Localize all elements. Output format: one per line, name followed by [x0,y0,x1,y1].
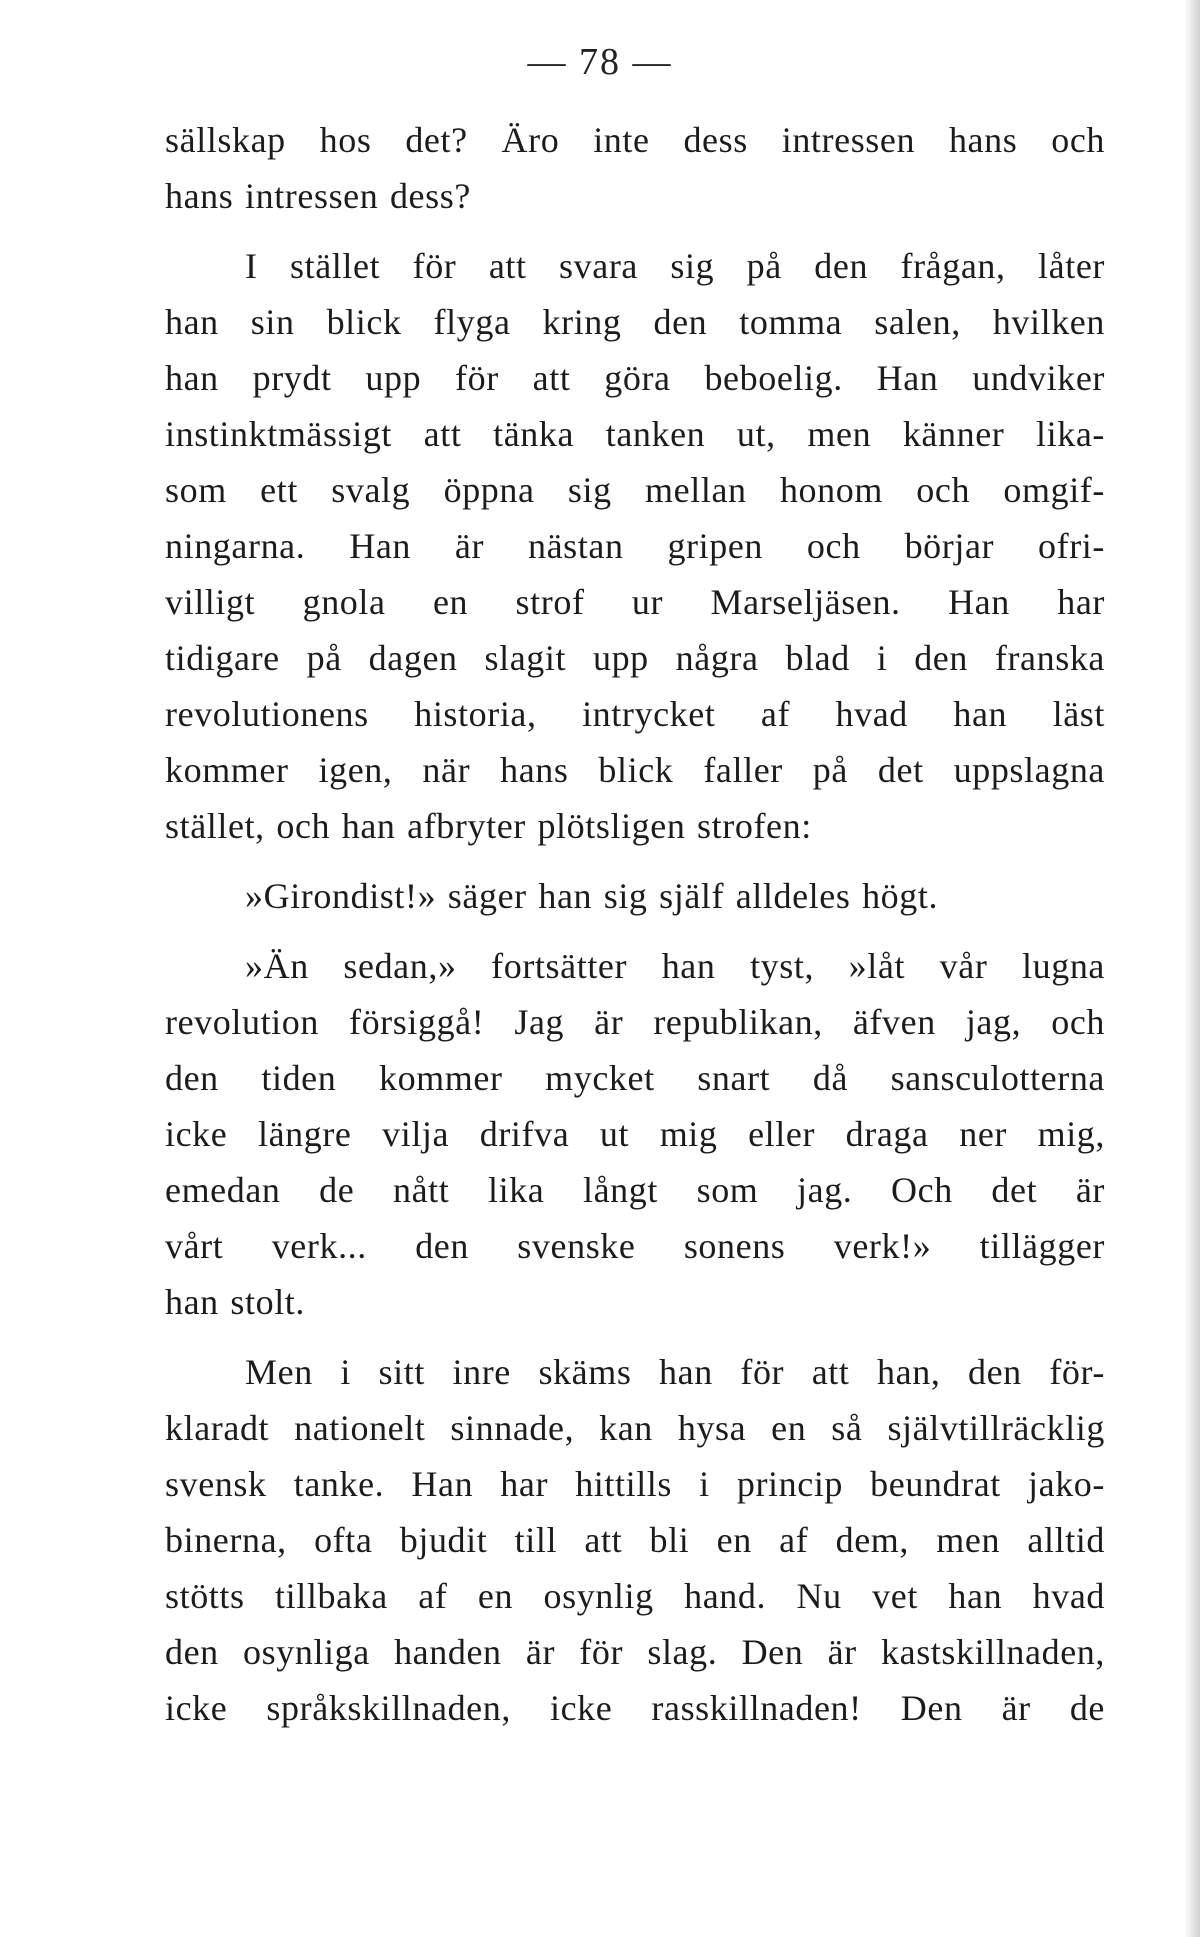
text-line: som ett svalg öppna sig mellan honom och omgif- [165,470,1105,510]
text-line: »Än sedan,» fortsätter han tyst, »låt vår lugna [245,946,1105,986]
text-line: vårt verk... den svenske sonens verk!» tillägger [165,1226,1105,1266]
text-line: binerna, ofta bjudit till att bli en af dem, men alltid [165,1520,1105,1560]
text-line: ningarna. Han är nästan gripen och börjar ofri- [165,526,1105,566]
text-line: Men i sitt inre skäms han för att han, den för- [245,1352,1105,1392]
text-line: icke längre vilja drifva ut mig eller draga ner mig, [165,1114,1105,1154]
text-line: kommer igen, när hans blick faller på det uppslagna [165,750,1105,790]
text-line: han prydt upp för att göra beboelig. Han undviker [165,358,1105,398]
paragraph [165,112,1105,224]
text-line: icke språkskillnaden, icke rasskillnaden! Den är de [165,1688,1105,1728]
text-line: villigt gnola en strof ur Marseljäsen. Han har [165,582,1105,622]
text-line: I stället för att svara sig på den frågan, låter [245,246,1105,286]
scan-edge-shadow [1184,0,1200,1937]
text-line: instinktmässigt att tänka tanken ut, men känner lika- [165,414,1105,454]
text-line: han sin blick flyga kring den tomma salen, hvilken [165,302,1105,342]
text-line: stötts tillbaka af en osynlig hand. Nu vet han hvad [165,1576,1105,1616]
page-number: — 78 — [527,41,673,83]
body-text [165,112,1105,1736]
paragraph [165,938,1105,1330]
paragraph [165,868,1105,924]
text-line: den osynliga handen är för slag. Den är kastskillnaden, [165,1632,1105,1672]
text-line: tidigare på dagen slagit upp några blad i den franska [165,638,1105,678]
paragraph [165,1344,1105,1736]
text-line: han stolt. [165,1282,305,1322]
paragraph [165,238,1105,854]
text-line: svensk tanke. Han har hittills i princip beundrat jako- [165,1464,1105,1504]
text-line: »Girondist!» säger han sig själf alldeles högt. [245,876,939,916]
text-line: revolution försiggå! Jag är republikan, äfven jag, och [165,1002,1105,1042]
text-line: revolutionens historia, intrycket af hvad han läst [165,694,1105,734]
text-line: emedan de nått lika långt som jag. Och det är [165,1170,1105,1210]
text-line: hans intressen dess? [165,176,471,216]
text-line: klaradt nationelt sinnade, kan hysa en så självtillräcklig [165,1408,1105,1448]
text-line: stället, och han afbryter plötsligen strofen: [165,806,812,846]
text-line: sällskap hos det? Äro inte dess intressen hans och [165,120,1105,160]
text-line: den tiden kommer mycket snart då sansculotterna [165,1058,1105,1098]
